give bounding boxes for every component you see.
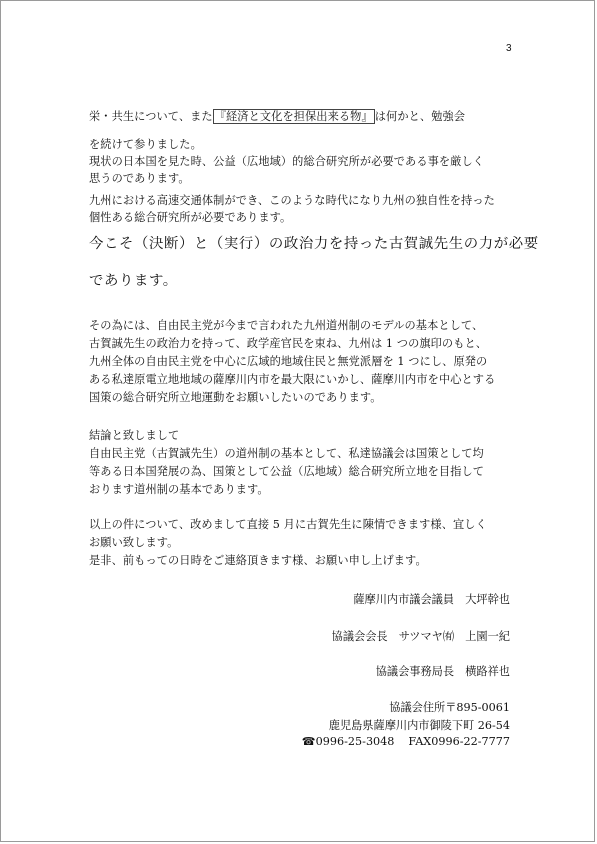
line-9: その為には、自由民主党が今まで言われた九州道州制のモデルの基本として、 (89, 319, 484, 332)
line-3: 現状の日本国を見た時、公益（広地域）的総合研究所が必要である事を厳しく (89, 155, 485, 168)
line-1a: 栄・共生について、また (89, 110, 213, 123)
line-5: 九州における高速交通体制ができ、このような時代になり九州の独自性を持った (89, 194, 495, 207)
boxed-phrase: 『経済と文化を担保出来る物』 (214, 110, 373, 123)
line-1 (89, 110, 465, 124)
address-line-2: 鹿児島県薩摩川内市御陵下町 26-54 (328, 719, 510, 732)
contact-line (302, 735, 510, 748)
telephone-number: 0996-25-3048 (315, 735, 395, 748)
line-1c: は何かと、勉強会 (374, 110, 466, 123)
line-6: 個性ある総合研究所が必要であります。 (89, 211, 292, 224)
line-18: 以上の件について、改めまして直接 5 月に古賀先生に陳情できます様、宜しく (89, 518, 487, 531)
address-line-1: 協議会住所〒895-0061 (389, 701, 510, 714)
line-8-emphasis: であります。 (89, 273, 178, 289)
signature-3: 協議会事務局長 横路祥也 (375, 665, 510, 678)
line-2: を続けて参りました。 (89, 138, 202, 151)
line-4: 思うのであります。 (89, 172, 190, 185)
line-20: 是非、前もっての日時をご連絡頂きます様、お願い申し上げます。 (89, 554, 427, 567)
fax-number: FAX0996-22-7777 (408, 735, 510, 748)
line-12: ある私達原電立地地域の薩摩川内市を最大限にいかし、薩摩川内市を中心とする (89, 373, 496, 386)
line-17: おります道州制の基本であります。 (89, 483, 269, 496)
line-16: 等ある日本国発展の為、国策として公益（広地域）総合研究所立地を目指して (89, 465, 485, 478)
signature-1: 薩摩川内市議会議員 大坪幹也 (353, 593, 510, 606)
line-14: 結論と致しまして (89, 429, 180, 442)
line-7-emphasis: 今こそ（決断）と（実行）の政治力を持った古賀誠先生の力が必要 (89, 236, 539, 252)
line-19: お願い致します。 (89, 536, 179, 549)
line-13: 国策の総合研究所立地運動をお願いしたいのであります。 (89, 391, 382, 404)
line-15: 自由民主党（古賀誠先生）の道州制の基本として、私達協議会は国策として均 (89, 447, 484, 460)
line-10: 古賀誠先生の政治力を持って、政学産官民を束ね、九州は 1 つの旗印のもと、 (89, 337, 488, 350)
telephone-icon: ☎ (301, 735, 316, 748)
page-number: 3 (506, 43, 512, 54)
line-11: 九州全体の自由民主党を中心に広域的地域住民と無党派層を 1 つにし、原発の (89, 355, 488, 368)
signature-2: 協議会会長 サツマヤ㈲ 上園一紀 (331, 630, 510, 643)
